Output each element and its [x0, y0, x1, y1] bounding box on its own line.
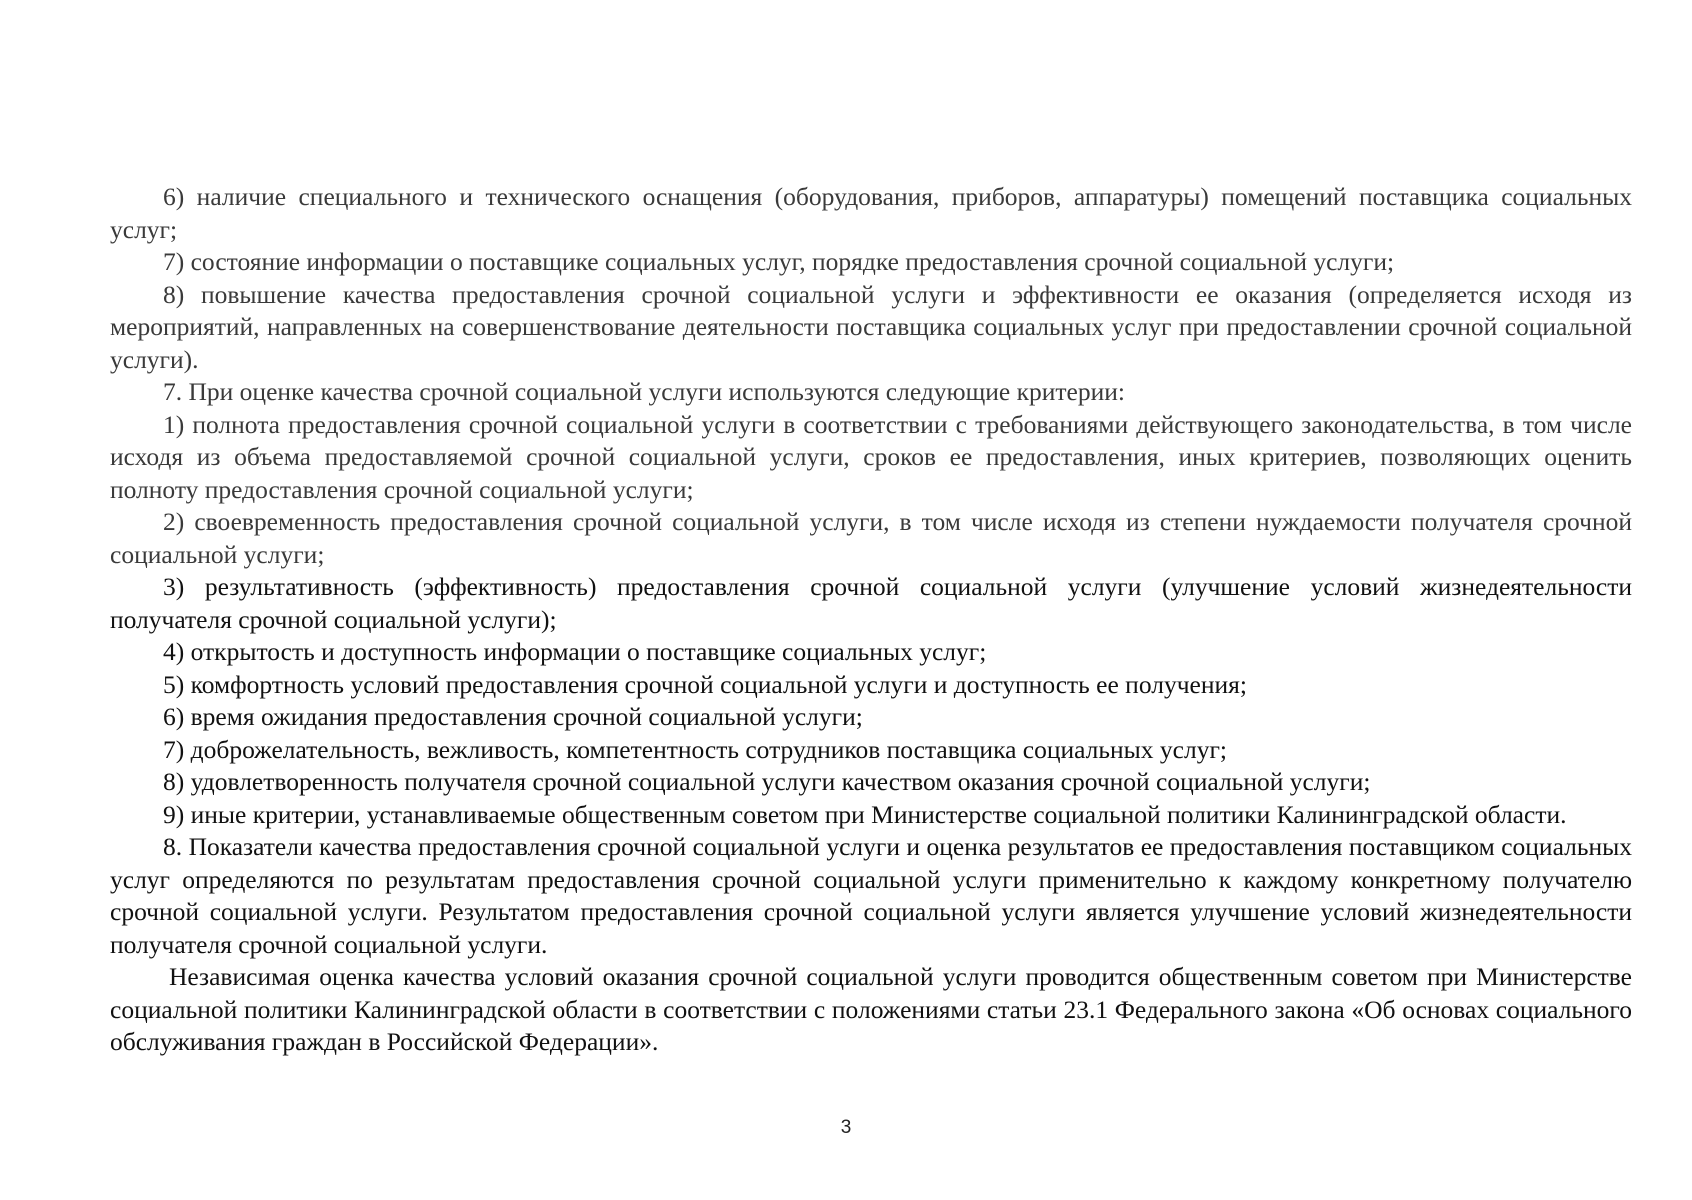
paragraph-item-7-information-state: 7) состояние информации о поставщике социальных услуг, порядке предоставления срочной социальной услуги;: [163, 247, 1395, 276]
paragraph-criterion-8-satisfaction: 8) удовлетворенность получателя срочной социальной услуги качеством оказания срочной социальной услуги;: [163, 767, 1371, 796]
document-body: [110, 181, 1632, 1059]
paragraph-clause-8-indicators: 8. Показатели качества предоставления срочной социальной услуги и оценка результатов ее предоставления поставщиком социальных услуг определяются по результатам предоставления срочной социальной услуги применительно к каждому конкретному получателю срочной социальной услуги. Результатом предоставления срочной социальной услуги является улучшение условий жизнедеятельности получателя срочной социальной услуги.: [110, 832, 1632, 959]
paragraph-criterion-3-effectiveness: 3) результативность (эффективность) предоставления срочной социальной услуги (улучшение условий жизнедеятельности получателя срочной социальной услуги);: [110, 572, 1632, 634]
paragraph-criterion-1-completeness: 1) полнота предоставления срочной социальной услуги в соответствии с требованиями действующего законодательства, в том числе исходя из объема предоставляемой срочной социальной услуги, сроков ее предоставления, иных критериев, позволяющих оценить полноту предоставления срочной социальной услуги;: [110, 409, 1632, 504]
page-number: 3: [840, 1117, 852, 1138]
paragraph-criterion-4-openness: 4) открытость и доступность информации о поставщике социальных услуг;: [163, 637, 987, 666]
paragraph-criterion-6-waiting-time: 6) время ожидания предоставления срочной социальной услуги;: [163, 702, 863, 731]
paragraph-item-8-quality-improvement: 8) повышение качества предоставления срочной социальной услуги и эффективности ее оказания (определяется исходя из мероприятий, направленных на совершенствование деятельности поставщика социальных услуг при предоставлении срочной социальной услуги).: [110, 279, 1632, 374]
paragraph-criterion-9-other: 9) иные критерии, устанавливаемые общественным советом при Министерстве социальной политики Калининградской области.: [163, 799, 1567, 829]
paragraph-independent-assessment: Независимая оценка качества условий оказания срочной социальной услуги проводится общественным советом при Министерстве социальной политики Калининградской области в соответствии с положениями статьи 23.1 Федерального закона «Об основах социального обслуживания граждан в Российской Федерации».: [110, 962, 1632, 1056]
paragraph-criterion-5-comfort: 5) комфортность условий предоставления срочной социальной услуги и доступность ее получения;: [163, 669, 1247, 699]
paragraph-criterion-2-timeliness: 2) своевременность предоставления срочной социальной услуги, в том числе исходя из степени нуждаемости получателя срочной социальной услуги;: [110, 507, 1632, 569]
paragraph-criterion-7-staff-courtesy: 7) доброжелательность, вежливость, компетентность сотрудников поставщика социальных услуг;: [163, 734, 1228, 764]
paragraph-clause-7-criteria: 7. При оценке качества срочной социальной услуги используются следующие критерии:: [163, 377, 1125, 406]
paragraph-item-6-equipment: 6) наличие специального и технического оснащения (оборудования, приборов, аппаратуры) помещений поставщика социальных услуг;: [110, 182, 1632, 244]
